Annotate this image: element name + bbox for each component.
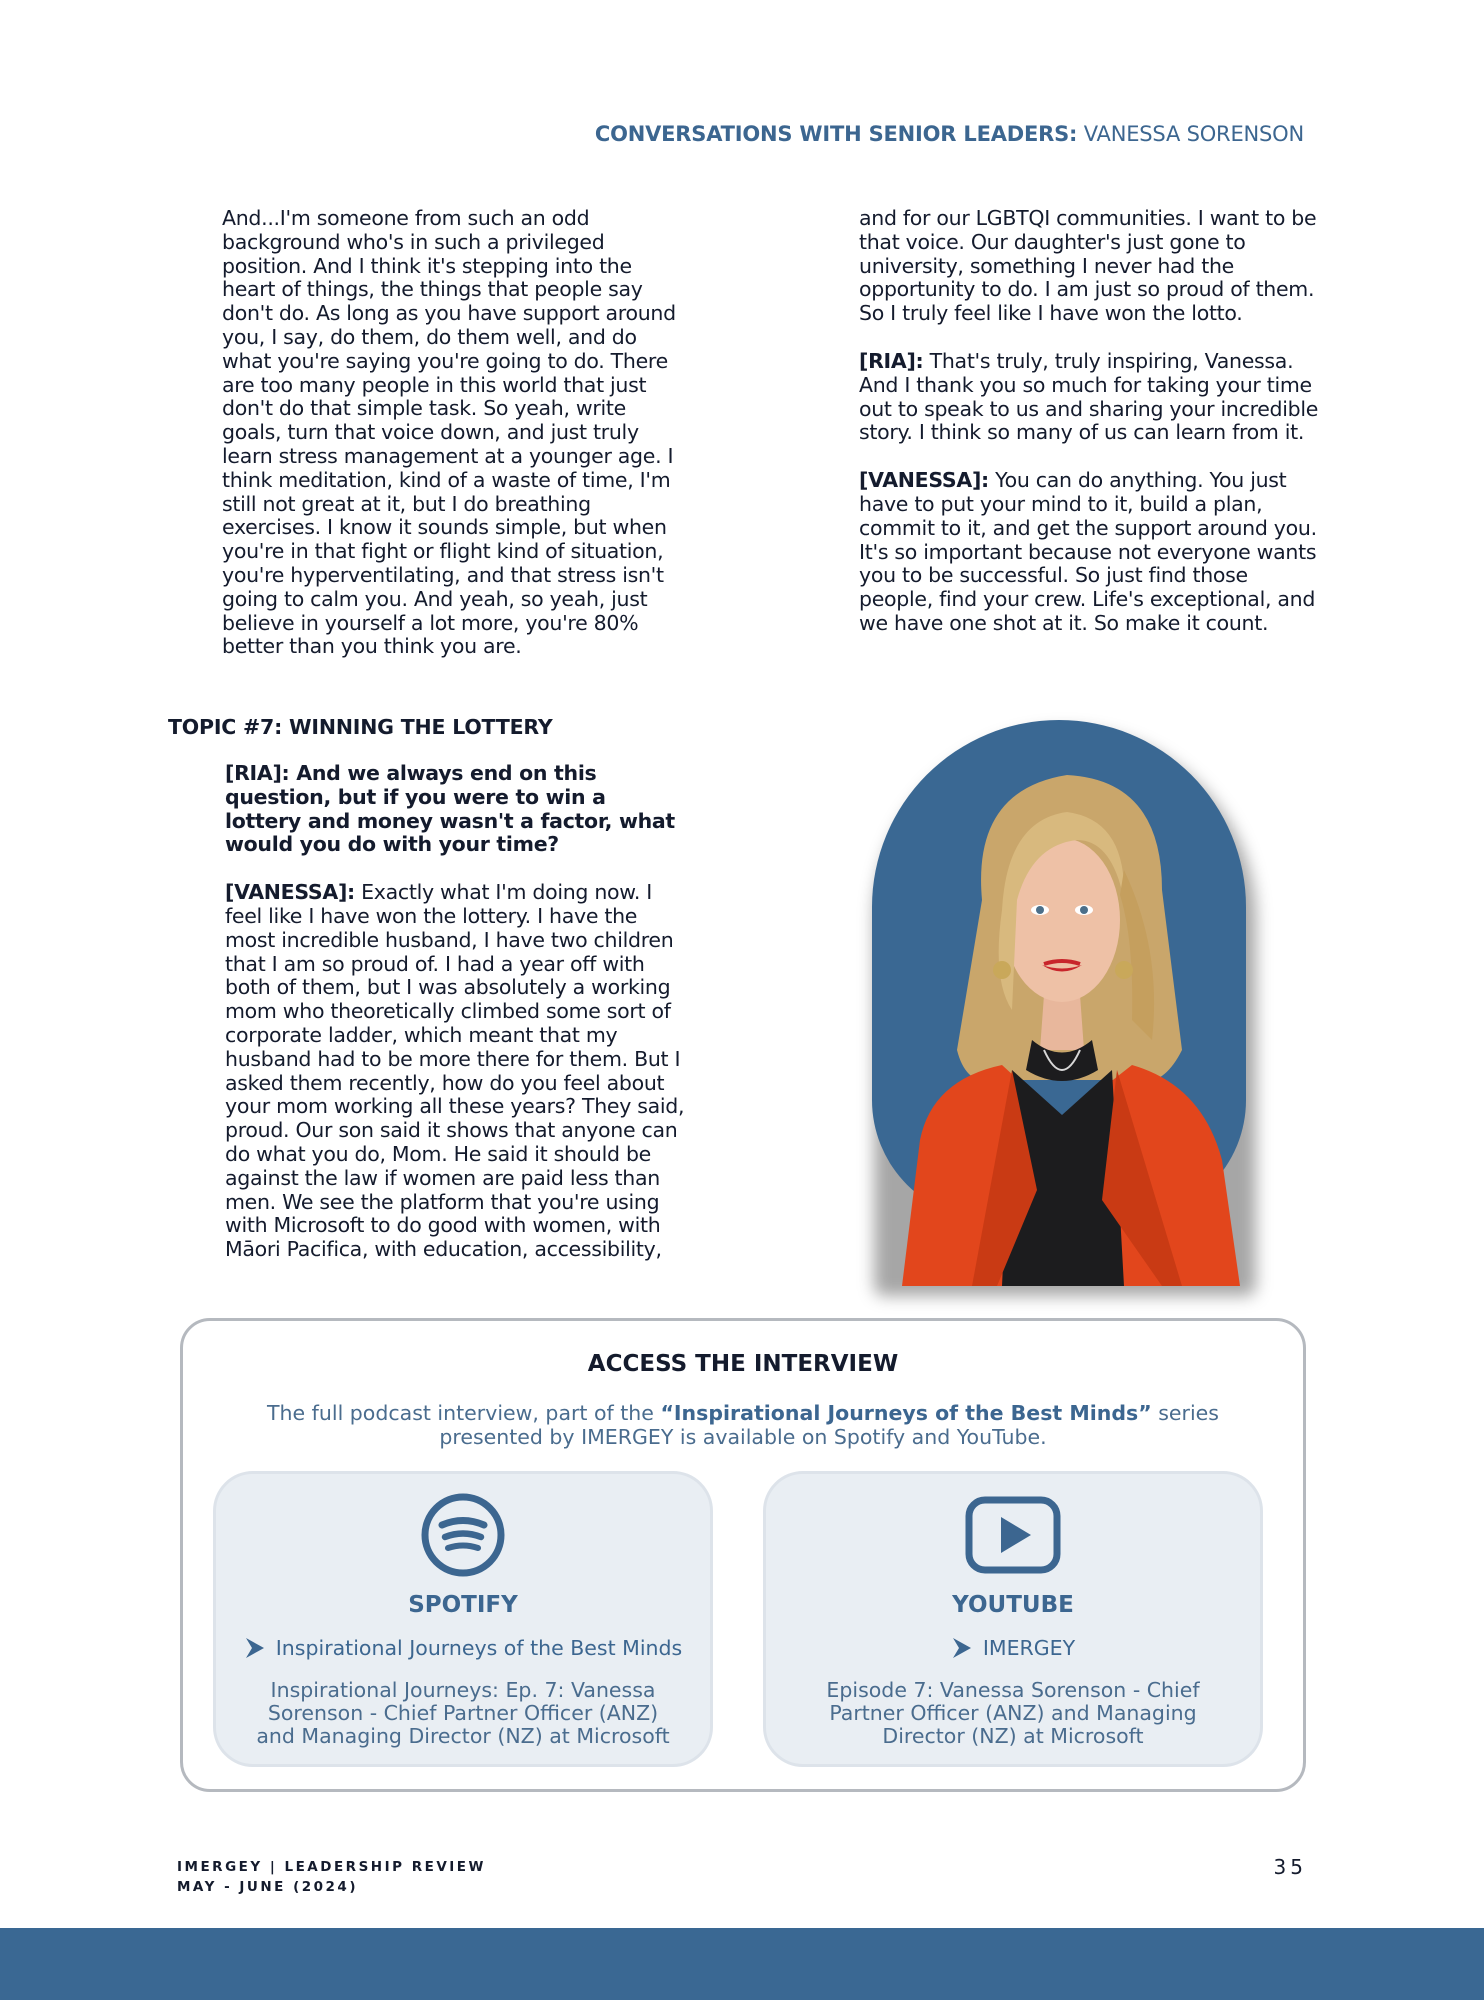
chevron-right-icon [951,1637,973,1659]
left-column [222,207,682,683]
footer-bar [0,1928,1484,2000]
answer-text: Exactly what I'm doing now. I feel like I have won the lottery. I have the most incredible husband, I have two children that I am so proud of. I had a year off with both of them, but I was absolutely a working mom who theoretically climbed some sort of corporate ladder, which meant that my husband had to be more there for them. But I asked them recently, how do you feel about your mom working all these years? They said, proud. Our son said it shows that anyone can do what you do, Mom. He said it should be against the law if women are paid less than men. We see the platform that you're using with Microsoft to do good with women, with Māori Pacifica, with education, accessibility, [225,880,685,1262]
paragraph-text: That's truly, truly inspiring, Vanessa. And I thank you so much for taking your time out to speak to us and sharing your incredible story. I think so many of us can learn from it. [859,348,1319,445]
body-paragraph [859,469,1319,636]
chevron-right-icon [244,1637,266,1659]
header-guest: VANESSA SORENSON [1083,122,1304,146]
desc-series-name: “Inspirational Journeys of the Best Minds” [660,1401,1152,1425]
access-title: ACCESS THE INTERVIEW [587,1351,899,1377]
speaker-label: [RIA]: [859,348,924,373]
topic-heading: TOPIC #7: WINNING THE LOTTERY [168,715,553,739]
running-header [504,122,1304,146]
speaker-label: [VANESSA]: [225,880,355,905]
spotify-icon [216,1492,710,1578]
youtube-card[interactable] [763,1471,1263,1767]
footer-line: MAY - JUNE (2024) [177,1879,358,1895]
header-series: CONVERSATIONS WITH SENIOR LEADERS: [594,122,1078,146]
speaker-label: [VANESSA]: [859,468,989,493]
spotify-channel[interactable] [216,1636,710,1660]
page-number: 35 [1273,1855,1307,1879]
spotify-episode-title: Inspirational Journeys: Ep. 7: Vanessa Sorenson - Chief Partner Officer (ANZ) and Managing Director (NZ) at Microsoft [256,1678,670,1748]
access-description [243,1401,1243,1449]
answer-paragraph [225,881,685,1262]
topic-column [225,762,685,1286]
youtube-channel[interactable] [766,1636,1260,1660]
desc-text: series presented by IMERGEY is available on Spotify and YouTube. [439,1401,1219,1449]
person-illustration [862,720,1262,1286]
youtube-channel-name: IMERGEY [982,1636,1076,1660]
right-column [859,207,1319,660]
paragraph-text: You can do anything. You just have to put your mind to it, build a plan, commit to it, and get the support around you. It's so important because not everyone wants you to be successful. So just find those people, find your crew. Life's exceptional, and we have one shot at it. So make it count. [859,468,1317,635]
footer-publication [177,1857,486,1897]
youtube-label: YOUTUBE [952,1592,1074,1618]
body-paragraph: and for our LGBTQI communities. I want to be that voice. Our daughter's just gone to university, something I never had the opportunity to do. I am just so proud of them. So I truly feel like I have won the lotto. [859,206,1317,326]
body-paragraph [859,350,1319,445]
footer-line: IMERGEY | LEADERSHIP REVIEW [177,1859,486,1875]
access-interview-box [180,1318,1306,1792]
desc-text: The full podcast interview, part of the [267,1401,661,1425]
body-paragraph: And...I'm someone from such an odd background who's in such a privileged position. And I think it's stepping into the heart of things, the things that people say don't do. As long as you have support around you, I say, do them, do them well, and do what you're saying you're going to do. There are too many people in this world that just don't do that simple task. So yeah, write goals, turn that voice down, and just truly learn stress management at a younger age. I think meditation, kind of a waste of time, I'm still not great at it, but I do breathing exercises. I know it sounds simple, but when you're in that fight or flight kind of situation, you're hyperventilating, and that stress isn't going to calm you. And yeah, so yeah, just believe in yourself a lot more, you're 80% better than you think you are. [222,206,676,659]
portrait-photo [862,720,1262,1286]
youtube-icon [766,1492,1260,1578]
youtube-episode-title: Episode 7: Vanessa Sorenson - Chief Partner Officer (ANZ) and Managing Director (NZ) at Microsoft [826,1678,1200,1748]
spotify-card[interactable] [213,1471,713,1767]
spotify-label: SPOTIFY [408,1592,518,1618]
spotify-channel-name: Inspirational Journeys of the Best Minds [275,1636,683,1660]
question-paragraph: [RIA]: And we always end on this question, but if you were to win a lottery and money wasn't a factor, what would you do with your time? [225,761,675,857]
